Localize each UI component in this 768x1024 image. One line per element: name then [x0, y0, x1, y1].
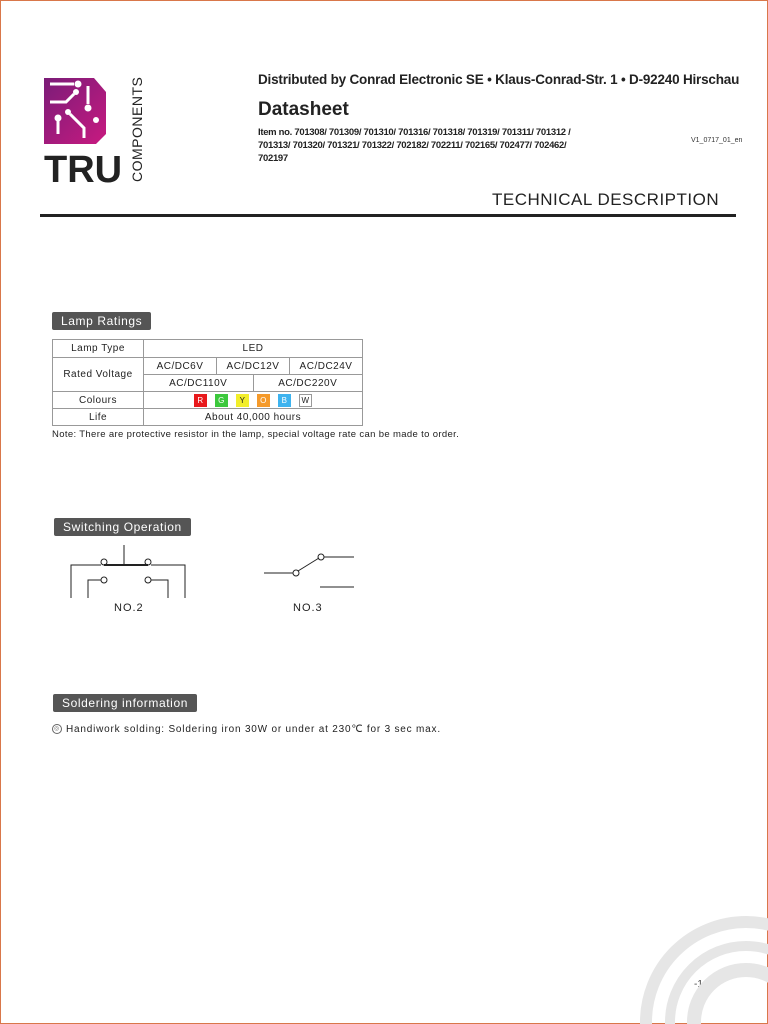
header-rule — [40, 214, 736, 217]
colours-swatches — [144, 392, 363, 409]
voltage-cell: AC/DC110V — [144, 375, 254, 392]
voltage-cell: AC/DC6V — [144, 358, 217, 375]
no2-label: NO.2 — [114, 602, 144, 614]
colour-swatch: B — [278, 394, 291, 407]
decorative-circles-icon — [628, 904, 768, 1024]
table-row — [53, 340, 363, 358]
life-value: About 40,000 hours — [144, 409, 363, 426]
soldering-information-heading: Soldering information — [53, 694, 197, 712]
table-row — [53, 409, 363, 426]
soldering-text-line — [52, 724, 441, 735]
colour-swatch: R — [194, 394, 207, 407]
logo-components-text: COMPONENTS — [129, 76, 145, 182]
soldering-text: Handiwork solding: Soldering iron 30W or under at 230℃ for 3 sec max. — [66, 724, 441, 735]
colour-swatch: W — [299, 394, 312, 407]
lamp-type-label: Lamp Type — [53, 340, 144, 358]
voltage-cell: AC/DC220V — [253, 375, 363, 392]
page-number: -1- — [694, 979, 707, 990]
lamp-ratings-heading: Lamp Ratings — [52, 312, 151, 330]
distributor-line: Distributed by Conrad Electronic SE • Klaus-Conrad-Str. 1 • D-92240 Hirschau — [258, 72, 740, 87]
item-numbers: Item no. 701308/ 701309/ 701310/ 701316/ 701318/ 701319/ 701311/ 701312 / 701313/ 701320/ 701321/ 701322/ 702182/ 702211/ 702165/ 702477/ 702462/ 702197 — [258, 127, 571, 164]
lamp-type-value: LED — [144, 340, 363, 358]
table-row — [53, 358, 363, 375]
tru-components-logo — [44, 74, 150, 186]
colours-label: Colours — [53, 392, 144, 409]
switch-diagram-no2 — [60, 545, 200, 601]
colour-swatch: G — [215, 394, 228, 407]
section-title: TECHNICAL DESCRIPTION — [492, 190, 720, 209]
colour-swatch: Y — [236, 394, 249, 407]
voltage-cell: AC/DC24V — [290, 358, 363, 375]
bullet-icon: ◎ — [53, 726, 61, 733]
version-code: V1_0717_01_en — [691, 137, 743, 144]
lamp-note: Note: There are protective resistor in the lamp, special voltage rate can be made to order. — [52, 429, 460, 440]
life-label: Life — [53, 409, 144, 426]
logo-tru-text: TRU — [44, 149, 123, 186]
lamp-ratings-table — [52, 339, 363, 426]
switch-diagram-no3 — [262, 548, 358, 588]
rated-voltage-label: Rated Voltage — [53, 358, 144, 392]
table-row — [53, 392, 363, 409]
document-title: Datasheet — [258, 99, 349, 120]
no3-label: NO.3 — [293, 602, 323, 614]
switching-operation-heading: Switching Operation — [54, 518, 191, 536]
logo-graphic — [44, 74, 150, 186]
colour-swatch: O — [257, 394, 270, 407]
voltage-cell: AC/DC12V — [217, 358, 290, 375]
